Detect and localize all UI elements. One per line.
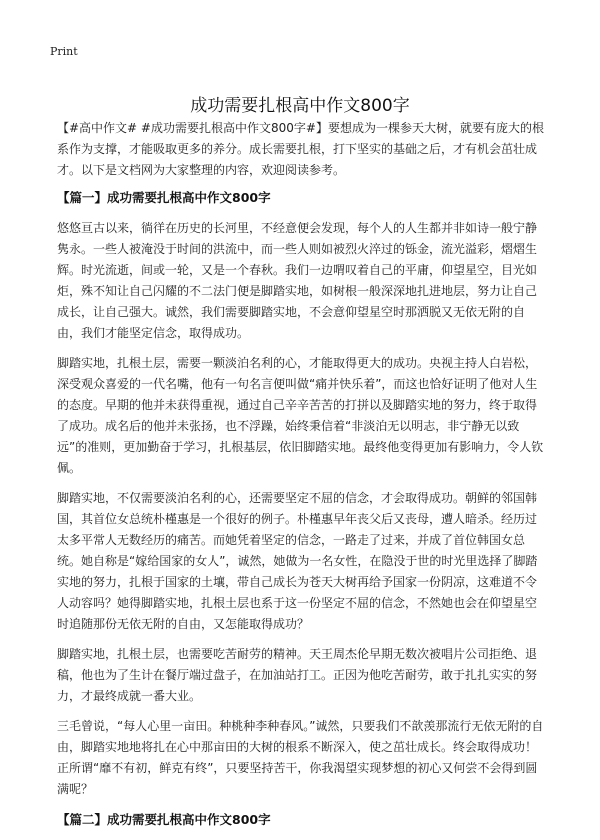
section-heading-1: 【篇一】成功需要扎根高中作文800字 [57, 190, 271, 205]
intro-tags: 【#高中作文# #成功需要扎根高中作文800字#】 [57, 121, 328, 135]
paragraph: 脚踏实地，不仅需要淡泊名利的心，还需要坚定不屈的信念，才会取得成功。朝鲜的邻国韩国，其首位女总统朴槿惠是一个很好的例子。朴槿惠早年丧父后又丧母，遭人暗杀。经历过太多平常人无数经历的痛苦。而她凭着坚定的信念，一路走了过来，并成了首位韩国女总统。她自称是“嫁给国家的女人”，诚然，她做为一名女性，在隐没于世的时光里选择了脚踏实地的努力，扎根于国家的土壤，带自己成长为苍天大树再给予国家一份阴凉，这难道不令人动容吗？她得脚踏实地，扎根土层也系于这一份坚定不屈的信念，不然她也会在仰望星空时追随那份无依无附的自由，又怎能取得成功？ [57, 491, 538, 631]
intro-text: 要想成为一棵参天大树，就要有庞大的根系作为支撑，才能吸取更多的养分。成长需要扎根，打下坚实的基础之后，才有机会茁壮成才。以下是文档网为大家整理的内容，欢迎阅读参考。 [57, 121, 544, 177]
section-heading-2: 【篇二】成功需要扎根高中作文800字 [57, 812, 271, 827]
paragraph: 三毛曾说，“每人心里一亩田。种桃种李种春风。”诚然，只要我们不歆羡那流行无依无附的自由，脚踏实地地将扎在心中那亩田的大树的根系不断深入，使之茁壮成长。终会取得成功！正所谓“靡不有初，鲜克有终”，只要坚持苦干，你我渴望实现梦想的初心又何尝不会得到圆满呢？ [57, 719, 544, 796]
paragraph: 脚踏实地，扎根土层，需要一颗淡泊名利的心，才能取得更大的成功。央视主持人白岩松，深受观众喜爱的一代名嘴，他有一句名言便叫做“痛并快乐着”，而这也恰好证明了他对人生的态度。早期的他并未获得重视，通过自己辛辛苦苦的打拼以及脚踏实地的努力，终于取得了成功。成名后的他并未张扬，也不浮躁，始终秉信着“非淡泊无以明志，非宁静无以致远”的准则，更加勤奋于学习，扎根基层，依旧脚踏实地。最终他变得更加有影响力，令人钦佩。 [57, 356, 544, 475]
print-link[interactable]: Print [50, 45, 78, 58]
page-title: 成功需要扎根高中作文800字 [190, 96, 410, 117]
intro-paragraph [57, 118, 547, 181]
article-body [57, 118, 547, 840]
paragraph: 悠悠亘古以来，徜徉在历史的长河里，不经意便会发现，每个人的人生都并非如诗一般宁静隽永。一些人被淹没于时间的洪流中，而一些人则如被烈火淬过的铄金，流光溢彩，熠熠生辉。时光流逝，间或一轮，又是一个春秋。我们一边喟叹着自己的平庸，仰望星空，目光如炬，殊不知让自己闪耀的不二法门便是脚踏实地，如树根一般深深地扎进地层，努力让自己成长，让自己强大。诚然，我们需要脚踏实地，不会意仰望星空时那洒脱又无依无附的自由，我们才能坚定信念，取得成功。 [57, 221, 538, 340]
paragraph: 脚踏实地，扎根土层，也需要吃苦耐劳的精神。天王周杰伦早期无数次被唱片公司拒绝、退稿，他也为了生计在餐厅端过盘子，在加油站打工。正因为他吃苦耐劳，敢于扎扎实实的努力，才最终成就一番大业。 [57, 647, 538, 703]
